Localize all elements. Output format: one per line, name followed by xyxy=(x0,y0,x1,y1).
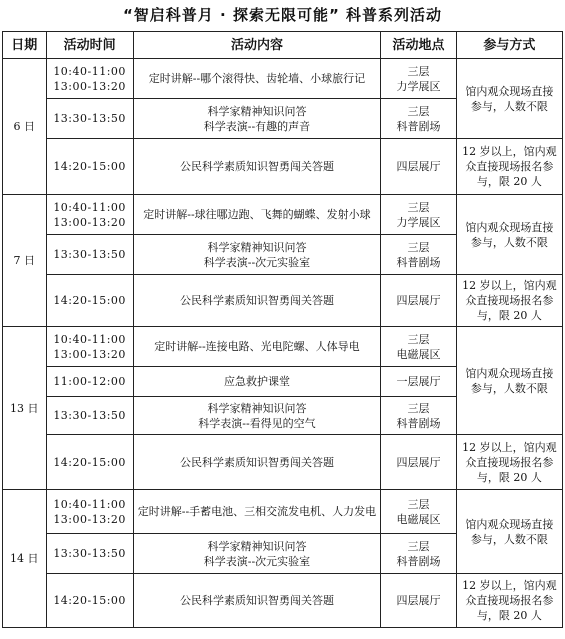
date-cell: 13 日 xyxy=(3,327,47,490)
content-cell: 科学家精神知识问答 科学表演--次元实验室 xyxy=(133,235,381,275)
place-cell: 三层 科普剧场 xyxy=(381,99,456,139)
date-cell: 14 日 xyxy=(3,490,47,628)
mode-cell: 12 岁以上，馆内观 众直接现场报名参 与，限 20 人 xyxy=(456,574,562,628)
time-cell: 13:30-13:50 xyxy=(46,534,133,574)
content-cell: 公民科学素质知识智勇闯关答题 xyxy=(133,139,381,195)
header-content: 活动内容 xyxy=(133,32,381,59)
place-cell: 一层展厅 xyxy=(381,367,456,397)
content-cell: 应急救护课堂 xyxy=(133,367,381,397)
content-cell: 科学家精神知识问答 科学表演--次元实验室 xyxy=(133,534,381,574)
time-cell: 13:30-13:50 xyxy=(46,235,133,275)
table-row xyxy=(3,139,563,195)
place-cell: 三层 科普剧场 xyxy=(381,534,456,574)
header-row xyxy=(3,32,563,59)
mode-cell: 馆内观众现场直接 参与，人数不限 xyxy=(456,195,562,275)
mode-cell: 馆内观众现场直接 参与，人数不限 xyxy=(456,327,562,435)
place-cell: 四层展厅 xyxy=(381,435,456,490)
table-row xyxy=(3,490,563,534)
mode-cell: 馆内观众现场直接 参与，人数不限 xyxy=(456,490,562,574)
place-cell: 三层 力学展区 xyxy=(381,59,456,99)
header-time: 活动时间 xyxy=(46,32,133,59)
place-cell: 四层展厅 xyxy=(381,275,456,327)
content-cell: 定时讲解--手蓄电池、三相交流发电机、人力发电 xyxy=(133,490,381,534)
table-row xyxy=(3,327,563,367)
header-place: 活动地点 xyxy=(381,32,456,59)
place-cell: 三层 科普剧场 xyxy=(381,235,456,275)
content-cell: 公民科学素质知识智勇闯关答题 xyxy=(133,574,381,628)
schedule-table xyxy=(2,31,563,628)
date-cell: 7 日 xyxy=(3,195,47,327)
place-cell: 三层 电磁展区 xyxy=(381,490,456,534)
time-cell: 14:20-15:00 xyxy=(46,574,133,628)
time-cell: 11:00-12:00 xyxy=(46,367,133,397)
header-mode: 参与方式 xyxy=(456,32,562,59)
table-row xyxy=(3,574,563,628)
content-cell: 定时讲解--球往哪边跑、飞舞的蝴蝶、发射小球 xyxy=(133,195,381,235)
page-title: “智启科普月 · 探索无限可能” 科普系列活动 xyxy=(122,6,443,24)
mode-cell: 12 岁以上，馆内观 众直接现场报名参 与，限 20 人 xyxy=(456,139,562,195)
mode-cell: 12 岁以上，馆内观 众直接现场报名参 与，限 20 人 xyxy=(456,275,562,327)
place-cell: 三层 电磁展区 xyxy=(381,327,456,367)
table-row xyxy=(3,195,563,235)
time-cell: 14:20-15:00 xyxy=(46,435,133,490)
time-cell: 10:40-11:00 13:00-13:20 xyxy=(46,327,133,367)
content-cell: 定时讲解--连接电路、光电陀螺、人体导电 xyxy=(133,327,381,367)
content-cell: 科学家精神知识问答 科学表演--看得见的空气 xyxy=(133,397,381,435)
place-cell: 三层 力学展区 xyxy=(381,195,456,235)
content-cell: 科学家精神知识问答 科学表演--有趣的声音 xyxy=(133,99,381,139)
content-cell: 公民科学素质知识智勇闯关答题 xyxy=(133,275,381,327)
mode-cell: 馆内观众现场直接 参与，人数不限 xyxy=(456,59,562,139)
time-cell: 10:40-11:00 13:00-13:20 xyxy=(46,195,133,235)
header-date: 日期 xyxy=(3,32,47,59)
mode-cell: 12 岁以上，馆内观 众直接现场报名参 与，限 20 人 xyxy=(456,435,562,490)
time-cell: 14:20-15:00 xyxy=(46,139,133,195)
date-cell: 6 日 xyxy=(3,59,47,195)
table-row xyxy=(3,435,563,490)
time-cell: 13:30-13:50 xyxy=(46,99,133,139)
place-cell: 四层展厅 xyxy=(381,574,456,628)
table-row xyxy=(3,275,563,327)
place-cell: 四层展厅 xyxy=(381,139,456,195)
time-cell: 10:40-11:00 13:00-13:20 xyxy=(46,490,133,534)
content-cell: 定时讲解--哪个滚得快、齿轮墙、小球旅行记 xyxy=(133,59,381,99)
place-cell: 三层 科普剧场 xyxy=(381,397,456,435)
content-cell: 公民科学素质知识智勇闯关答题 xyxy=(133,435,381,490)
table-row xyxy=(3,59,563,99)
time-cell: 10:40-11:00 13:00-13:20 xyxy=(46,59,133,99)
time-cell: 13:30-13:50 xyxy=(46,397,133,435)
time-cell: 14:20-15:00 xyxy=(46,275,133,327)
